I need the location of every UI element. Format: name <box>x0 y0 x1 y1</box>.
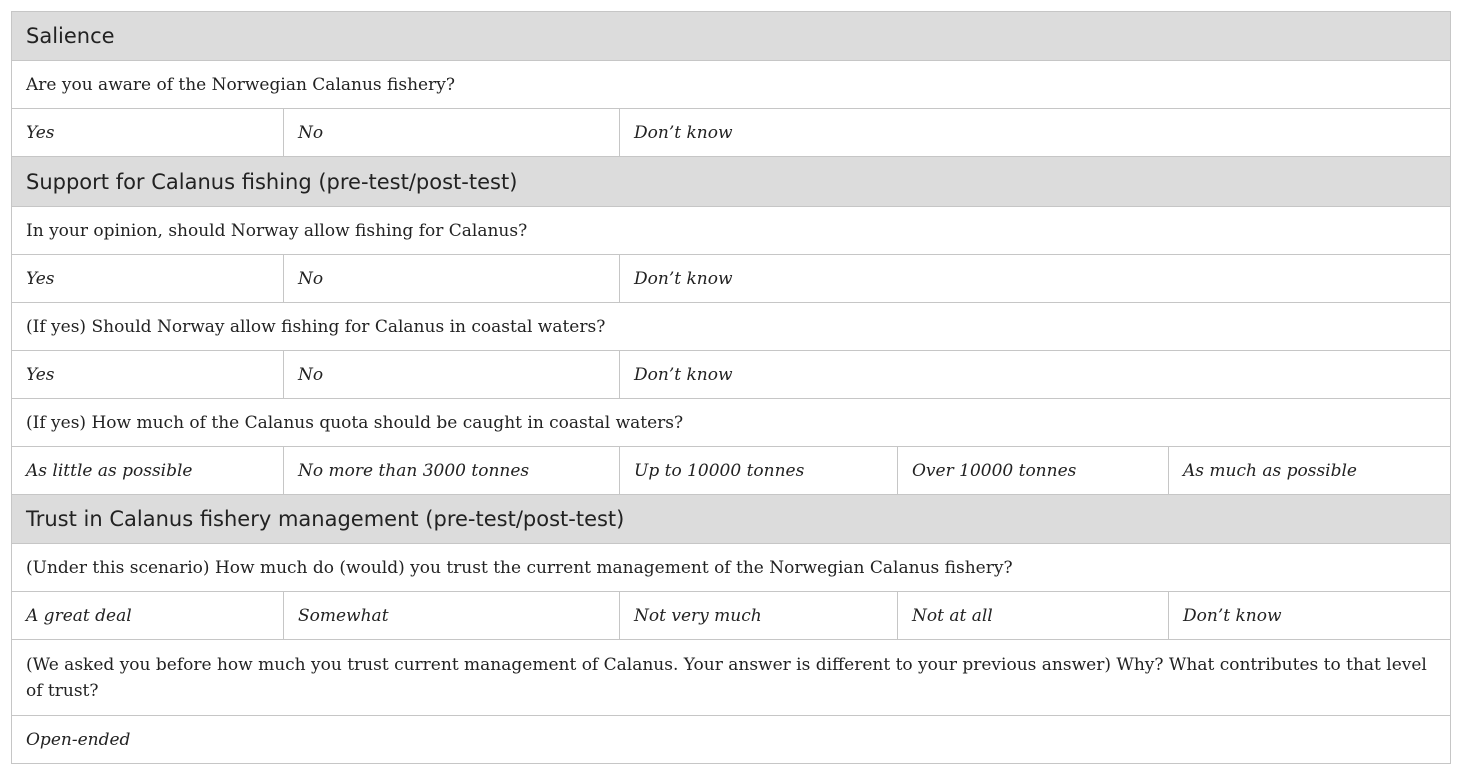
question-row <box>12 640 1451 716</box>
options-row <box>12 255 1451 303</box>
question-row <box>12 61 1451 109</box>
question-row <box>12 303 1451 351</box>
options-row <box>12 447 1451 495</box>
question-row <box>12 399 1451 447</box>
options-row <box>12 351 1451 399</box>
answer-option: No <box>284 255 620 303</box>
question-text: (Under this scenario) How much do (would) you trust the current management of the Norwegian Calanus fishery? <box>12 544 1451 592</box>
section-title: Support for Calanus fishing (pre-test/post-test) <box>12 157 1451 207</box>
section-header-row <box>12 495 1451 544</box>
section-title: Trust in Calanus fishery management (pre-test/post-test) <box>12 495 1451 544</box>
answer-option: No more than 3000 tonnes <box>284 447 620 495</box>
section-header-row <box>12 12 1451 61</box>
options-row <box>12 716 1451 764</box>
question-text: In your opinion, should Norway allow fishing for Calanus? <box>12 207 1451 255</box>
answer-option: Don’t know <box>620 255 1451 303</box>
answer-option: Don’t know <box>620 351 1451 399</box>
answer-option: No <box>284 351 620 399</box>
answer-option: No <box>284 109 620 157</box>
answer-option: Not at all <box>898 592 1169 640</box>
section-title: Salience <box>12 12 1451 61</box>
answer-option: Over 10000 tonnes <box>898 447 1169 495</box>
answer-option: Open-ended <box>12 716 1451 764</box>
answer-option: Yes <box>12 109 284 157</box>
answer-option: Yes <box>12 255 284 303</box>
question-text: (If yes) Should Norway allow fishing for Calanus in coastal waters? <box>12 303 1451 351</box>
answer-option: As little as possible <box>12 447 284 495</box>
survey-table <box>11 11 1451 764</box>
answer-option: Don’t know <box>620 109 1451 157</box>
options-row <box>12 109 1451 157</box>
section-header-row <box>12 157 1451 207</box>
answer-option: As much as possible <box>1169 447 1451 495</box>
question-row <box>12 544 1451 592</box>
question-row <box>12 207 1451 255</box>
answer-option: Not very much <box>620 592 898 640</box>
options-row <box>12 592 1451 640</box>
question-text: (If yes) How much of the Calanus quota should be caught in coastal waters? <box>12 399 1451 447</box>
answer-option: Up to 10000 tonnes <box>620 447 898 495</box>
question-text: Are you aware of the Norwegian Calanus fishery? <box>12 61 1451 109</box>
answer-option: A great deal <box>12 592 284 640</box>
answer-option: Somewhat <box>284 592 620 640</box>
answer-option: Don’t know <box>1169 592 1451 640</box>
question-text: (We asked you before how much you trust current management of Calanus. Your answer is different to your previous answer) Why? What contributes to that level of trust? <box>12 640 1451 716</box>
answer-option: Yes <box>12 351 284 399</box>
